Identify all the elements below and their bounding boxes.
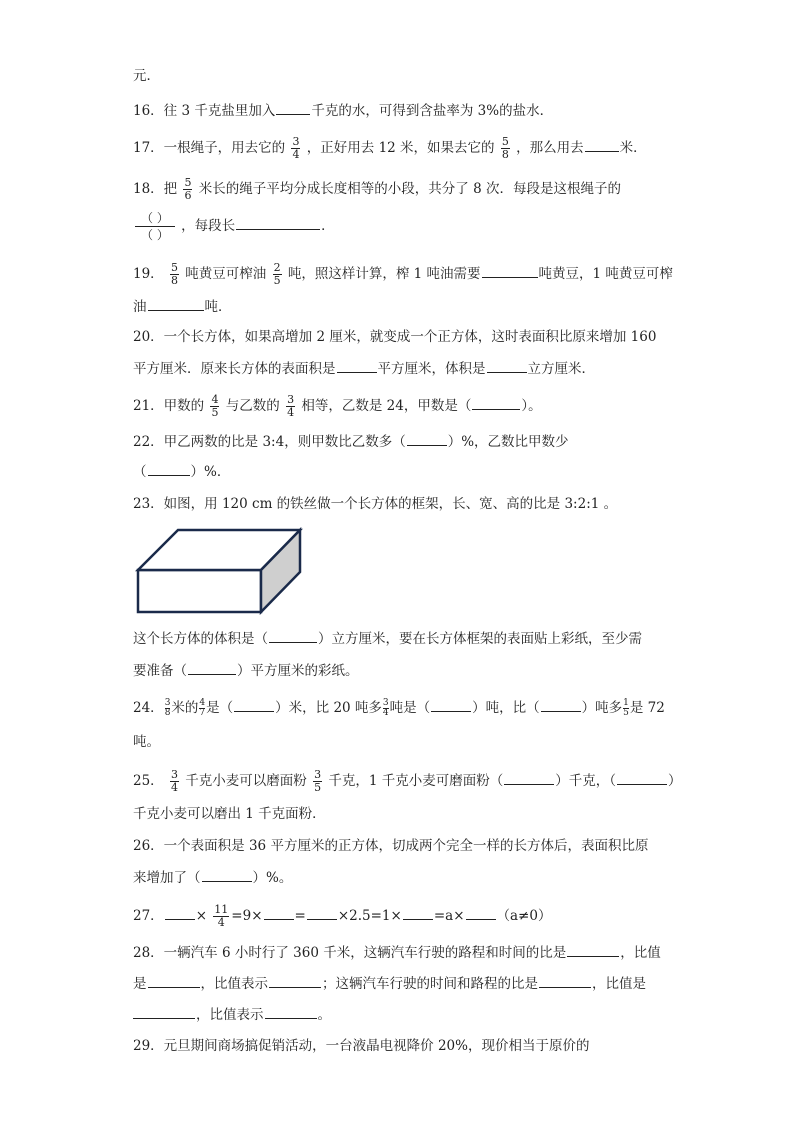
answer-blank[interactable]: [617, 771, 667, 785]
fraction-numerator: 5: [501, 135, 509, 148]
answer-blank[interactable]: [165, 906, 195, 920]
fraction: [210, 394, 219, 419]
fraction-numerator: 3: [164, 698, 171, 708]
answer-blank[interactable]: [466, 906, 496, 920]
fraction: [183, 177, 192, 202]
fraction: [170, 769, 179, 794]
question-text: 22．甲乙两数的比是 3:4，则甲数比乙数多（: [133, 434, 406, 450]
question-text: 米．: [619, 140, 647, 156]
question-24: [133, 698, 665, 718]
answer-blank[interactable]: [567, 943, 619, 957]
question-text: ．: [321, 218, 335, 234]
question-text: （: [133, 464, 147, 480]
answer-blank[interactable]: [472, 396, 520, 410]
answer-blank[interactable]: [276, 101, 310, 115]
question-text: ）%，乙数比甲数少: [447, 434, 569, 450]
answer-blank[interactable]: [234, 698, 274, 712]
question-text: 平方厘米．原来长方体的表面积是: [133, 361, 336, 377]
question-text: 27．: [133, 908, 164, 924]
fraction-numerator: 3: [287, 393, 295, 406]
fraction-denominator: 4: [292, 148, 300, 161]
question-text: 千克，1 千克小麦可磨面粉（: [328, 773, 504, 789]
question-20: [133, 328, 656, 346]
fraction-blank[interactable]: [135, 210, 175, 243]
fraction-numerator: 5: [170, 261, 178, 274]
fraction-denominator: 5: [211, 406, 219, 419]
question-text: ）吨多: [581, 700, 623, 716]
fraction: [501, 136, 510, 161]
answer-blank[interactable]: [337, 359, 377, 373]
fraction-denominator: 8: [164, 708, 171, 718]
fraction: [213, 904, 229, 929]
answer-blank[interactable]: [148, 462, 190, 476]
fraction-numerator: 3: [292, 135, 300, 148]
fraction-denominator: 5: [314, 781, 322, 794]
answer-blank[interactable]: [202, 868, 252, 882]
question-text: ）。: [521, 398, 542, 414]
fraction-denominator: 8: [170, 274, 178, 287]
answer-blank[interactable]: [188, 661, 236, 675]
fraction-denominator: 4: [217, 916, 225, 929]
question-text: 立方厘米．: [527, 361, 595, 377]
small-fraction: [165, 699, 171, 718]
cuboid-figure: [133, 527, 305, 615]
question-text: 17．一根绳子，用去它的: [133, 140, 286, 156]
small-fraction: [623, 699, 629, 718]
question-text: ×2.5=1×: [337, 908, 402, 924]
fraction: [286, 394, 295, 419]
question-text: 28．一辆汽车 6 小时行了 360 千米，这辆汽车行驶的路程和时间的比是: [133, 945, 567, 961]
fraction-denominator: （ ）: [141, 228, 169, 242]
question-text: ，正好用去 12 米，如果去它的: [306, 140, 495, 156]
question-22: [133, 432, 569, 451]
question-text: ×: [195, 908, 207, 924]
fraction-numerator: 5: [184, 176, 192, 189]
answer-blank[interactable]: [307, 906, 337, 920]
question-text: 米的: [171, 700, 199, 716]
fraction-denominator: 6: [184, 189, 192, 202]
small-fraction: [199, 699, 205, 718]
question-text: 是 72: [629, 700, 665, 716]
question-text: 吨黄豆，1 吨黄豆可榨: [538, 266, 673, 282]
fraction: [273, 262, 282, 287]
question-text: 29．元旦期间商场搞促销活动，一台液晶电视降价 20%，现价相当于原价的: [133, 1038, 590, 1054]
question-23-continued: [133, 661, 359, 680]
small-fraction: [383, 699, 389, 718]
answer-blank[interactable]: [539, 974, 591, 988]
cuboid-front-face: [138, 570, 261, 612]
question-23-continued: [133, 629, 642, 648]
question-text: ，比值表示: [200, 976, 268, 992]
question-text: 吨，照这样计算，榨 1 吨油需要: [287, 266, 481, 282]
question-text: =9×: [231, 908, 263, 924]
question-text: 18．把: [133, 181, 178, 197]
question-27: [133, 904, 551, 929]
question-22-continued: [133, 462, 230, 481]
answer-blank[interactable]: [585, 138, 619, 152]
question-text: 16．往 3 千克盐里加入: [133, 103, 276, 119]
fraction-denominator: 7: [199, 708, 206, 718]
question-text: 26．一个表面积是 36 平方厘米的正方体，切成两个完全一样的长方体后，表面积比原: [133, 838, 649, 854]
answer-blank[interactable]: [264, 906, 294, 920]
question-20-continued: [133, 359, 595, 378]
question-text: ，每段长: [181, 218, 236, 234]
question-26-continued: [133, 868, 292, 887]
fraction-numerator: 1: [623, 698, 629, 708]
question-text: 20．一个长方体，如果高增加 2 厘米，就变成一个正方体，这时表面积比原来增加 160: [133, 329, 657, 345]
question-text: ，比值: [620, 945, 661, 961]
fraction: [291, 136, 300, 161]
fraction-numerator: （ ）: [135, 210, 175, 227]
question-text: 吨黄豆可榨油: [185, 266, 267, 282]
question-24-continued: [133, 733, 160, 751]
fraction-numerator: 2: [273, 261, 281, 274]
answer-blank[interactable]: [265, 1005, 317, 1019]
question-17: [133, 136, 647, 161]
question-text: 吨。: [133, 734, 160, 750]
question-text: 21．甲数的: [133, 398, 205, 414]
question-text: 平方厘米，体积是: [377, 361, 486, 377]
question-text: =: [294, 908, 306, 924]
question-text: 23．如图，用 120 cm 的铁丝做一个长方体的框架，长、宽、高的比是 3:2:1 。: [133, 496, 618, 512]
text-line: [133, 67, 160, 85]
question-text: ；这辆汽车行驶的时间和路程的比是: [322, 976, 538, 992]
question-text: ）平方厘米的彩纸。: [237, 663, 359, 679]
answer-blank[interactable]: [269, 629, 317, 643]
question-text: ）吨，比（: [472, 700, 540, 716]
question-text: ，比值表示: [196, 1007, 264, 1023]
question-text: ）%．: [190, 464, 231, 480]
question-text: ）立方厘米，要在长方体框架的表面贴上彩纸，至少需: [318, 631, 642, 647]
question-16: [133, 101, 553, 120]
question-28: [133, 943, 661, 962]
answer-blank[interactable]: [403, 906, 433, 920]
answer-blank[interactable]: [133, 1005, 195, 1019]
answer-blank[interactable]: [504, 771, 554, 785]
question-text: ，那么用去: [516, 140, 584, 156]
question-text: 相等，乙数是 24，甲数是（: [301, 398, 472, 414]
fraction-numerator: 11: [214, 903, 229, 916]
fraction-denominator: 4: [287, 406, 295, 419]
question-text: 千克小麦可以磨出 1 千克面粉．: [133, 806, 326, 822]
question-text: 25．: [133, 773, 164, 789]
question-19: 19． $\frac{5}{8}$ 吨黄豆可榨油 $\frac{2}{5}$ 吨，照这样计算，榨 1 吨油需要 吨黄豆，1 吨黄豆可榨: [133, 261, 673, 287]
question-text: 这个长方体的体积是（: [133, 631, 268, 647]
question-text: 。: [317, 1007, 331, 1023]
question-text: ）: [668, 773, 682, 789]
fraction-denominator: 5: [273, 274, 281, 287]
fraction-numerator: 4: [199, 698, 206, 708]
question-text: 要准备（: [133, 663, 187, 679]
question-25: [133, 769, 682, 794]
question-19-continued: [133, 297, 232, 316]
question-23: [133, 495, 617, 513]
answer-blank[interactable]: [431, 698, 471, 712]
question-18-continued: [133, 210, 335, 243]
question-28-continued: [133, 1005, 331, 1024]
fraction-numerator: 3: [170, 768, 178, 781]
line-text: 元．: [133, 68, 160, 84]
question-text: 油: [133, 299, 147, 315]
question-text: （a≠0）: [496, 908, 552, 924]
question-text: 吨是（: [389, 700, 431, 716]
question-text: 24．: [133, 700, 164, 716]
answer-blank[interactable]: [407, 432, 447, 446]
answer-blank[interactable]: [541, 698, 581, 712]
fraction-denominator: 4: [382, 708, 389, 718]
answer-blank[interactable]: [487, 359, 527, 373]
answer-blank[interactable]: [148, 974, 200, 988]
answer-blank[interactable]: [482, 264, 538, 278]
question-text: 米长的绳子平均分成长度相等的小段，共分了 8 次．每段是这根绳子的: [198, 181, 621, 197]
question-text: 是（: [206, 700, 234, 716]
question-29: [133, 1037, 589, 1055]
fraction-numerator: 3: [314, 768, 322, 781]
question-21: [133, 394, 542, 419]
question-18: [133, 177, 621, 202]
fraction-denominator: 4: [170, 781, 178, 794]
fraction: [313, 769, 322, 794]
answer-blank[interactable]: [148, 297, 204, 311]
fraction-numerator: 3: [382, 698, 389, 708]
question-text: ）千克，（: [555, 773, 617, 789]
question-text: ）米，比 20 吨多: [275, 700, 382, 716]
question-text: =a×: [433, 908, 465, 924]
question-text: 与乙数的: [225, 398, 280, 414]
answer-blank[interactable]: [236, 216, 320, 230]
fraction: [170, 262, 179, 287]
question-text: 千克的水，可得到含盐率为 3%的盐水．: [311, 103, 554, 119]
question-26: [133, 837, 648, 855]
question-text: 吨．: [204, 299, 232, 315]
fraction-denominator: 8: [501, 148, 509, 161]
question-text: 来增加了（: [133, 870, 201, 886]
fraction-denominator: 5: [623, 708, 629, 718]
question-28-continued: [133, 974, 646, 993]
fraction-numerator: 4: [211, 393, 219, 406]
question-text: 千克小麦可以磨面粉: [185, 773, 307, 789]
question-25-continued: [133, 805, 326, 823]
question-text: ）%。: [252, 870, 293, 886]
question-text: ，比值是: [592, 976, 646, 992]
answer-blank[interactable]: [269, 974, 321, 988]
question-text: 是: [133, 976, 147, 992]
